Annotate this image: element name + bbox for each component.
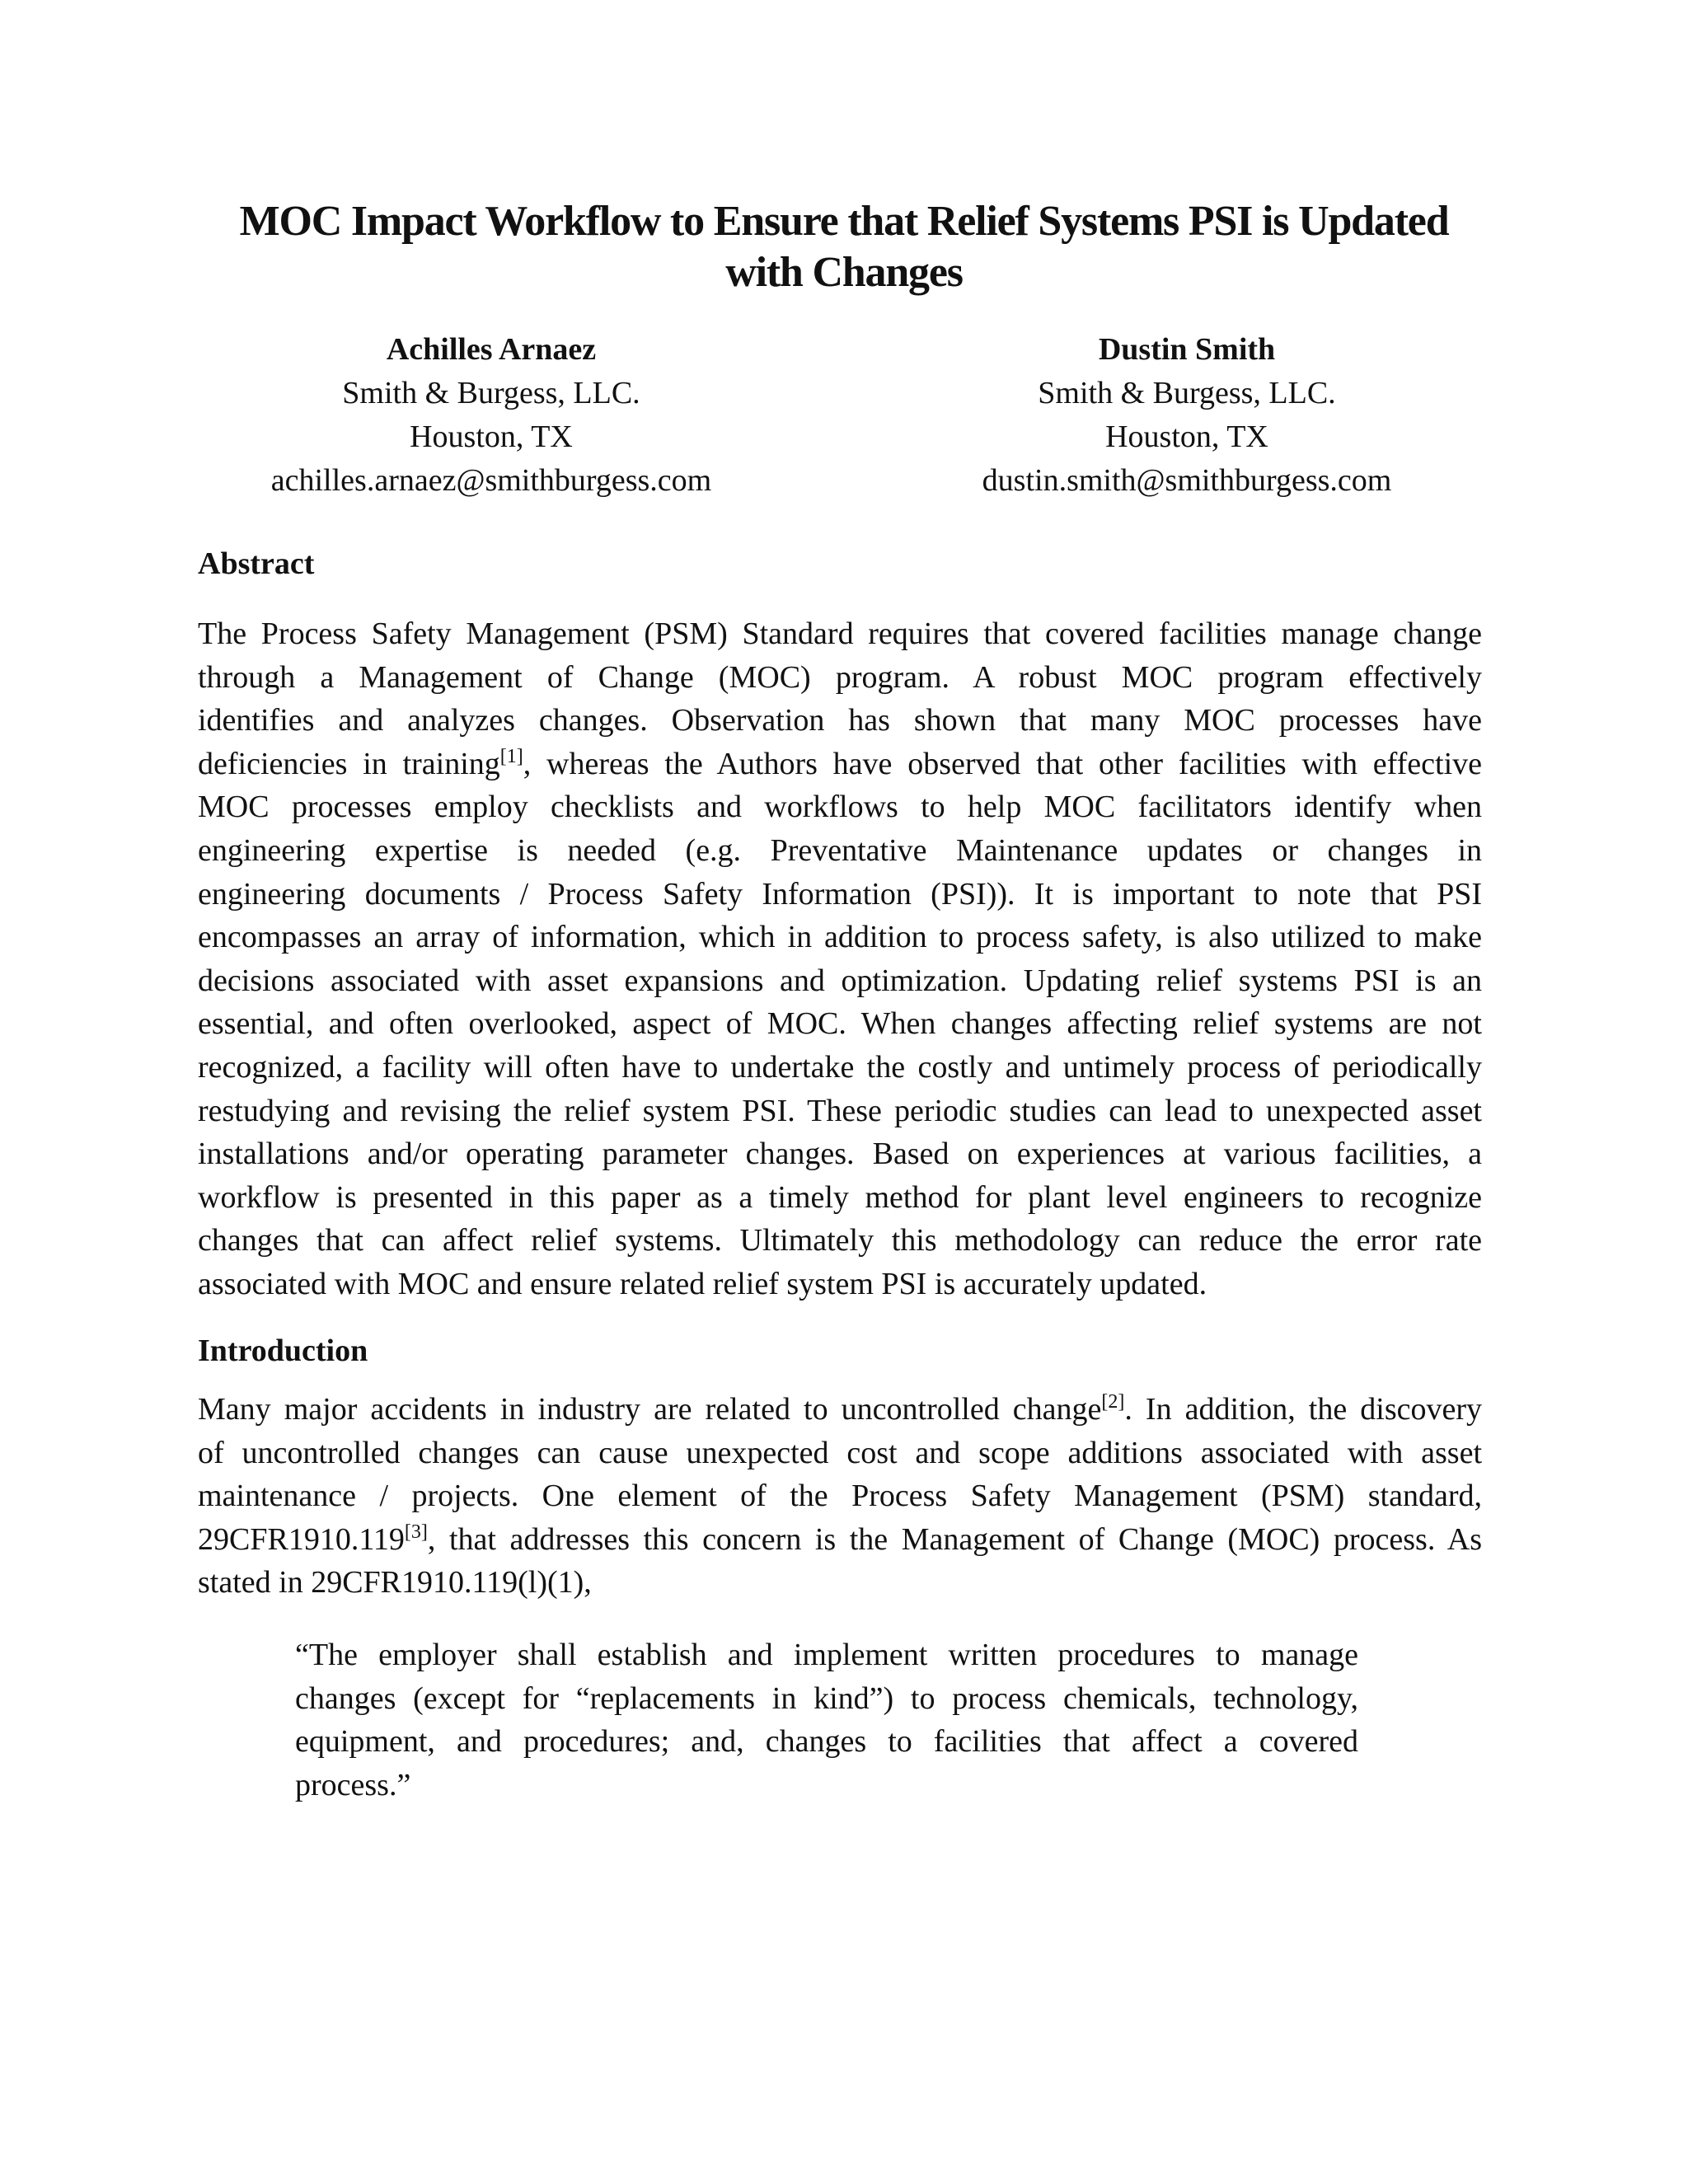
text-line: MOC processes employ checklists and workflows to help MOC facilitators identify when [198, 790, 1482, 825]
text-line: essential, and often overlooked, aspect of MOC. When changes affecting relief systems are not [198, 1006, 1482, 1042]
abstract-paragraph [198, 612, 1482, 1306]
text-line: workflow is presented in this paper as a timely method for plant level engineers to recognize [198, 1179, 1482, 1215]
text-line: process.” [295, 1767, 411, 1802]
introduction-paragraph [198, 1388, 1482, 1605]
citation-reference: [3] [404, 1521, 428, 1543]
title-line: with Changes [725, 249, 963, 296]
author-affiliation: Smith & Burgess, LLC. [342, 376, 640, 410]
text-segment: , whereas the Authors have observed that other facilities with effective [523, 746, 1482, 781]
text-line: The Process Safety Management (PSM) Standard requires that covered facilities manage change [198, 616, 1482, 651]
text-segment: deficiencies in training [198, 746, 500, 781]
text-line: of uncontrolled changes can cause unexpected cost and scope additions associated with asset [198, 1435, 1482, 1470]
text-line: maintenance / projects. One element of the Process Safety Management (PSM) standard, [198, 1479, 1482, 1514]
text-line [198, 743, 1482, 786]
text-line: installations and/or operating parameter changes. Based on experiences at various facilities, a [198, 1137, 1482, 1172]
author-location: Houston, TX [410, 419, 573, 454]
block-quote [295, 1633, 1358, 1807]
text-line: equipment, and procedures; and, changes to facilities that affect a covered [295, 1724, 1358, 1760]
author-email: achilles.arnaez@smithburgess.com [270, 463, 712, 498]
text-segment: , that addresses this concern is the Management of Change (MOC) process. As [427, 1521, 1482, 1557]
paper-title [198, 196, 1490, 298]
text-line: recognized, a facility will often have to undertake the costly and untimely process of periodically [198, 1049, 1482, 1085]
text-line: changes that can affect relief systems. Ultimately this methodology can reduce the error rate [198, 1223, 1482, 1258]
text-line: through a Management of Change (MOC) program. A robust MOC program effectively [198, 659, 1482, 695]
introduction-heading: Introduction [198, 1333, 368, 1368]
abstract-heading: Abstract [198, 546, 315, 581]
text-line: identifies and analyzes changes. Observation has shown that many MOC processes have [198, 703, 1482, 738]
text-line: engineering documents / Process Safety Information (PSI)). It is important to note that PSI [198, 876, 1482, 912]
author-name: Dustin Smith [1098, 332, 1276, 367]
text-line: restudying and revising the relief system PSI. These periodic studies can lead to unexpected asset [198, 1093, 1482, 1128]
text-line: decisions associated with asset expansions and optimization. Updating relief systems PSI is an [198, 963, 1482, 998]
text-line: engineering expertise is needed (e.g. Preventative Maintenance updates or changes in [198, 832, 1482, 868]
author-email: dustin.smith@smithburgess.com [982, 463, 1392, 498]
title-line: MOC Impact Workflow to Ensure that Relief Systems PSI is Updated [239, 198, 1449, 245]
text-line: associated with MOC and ensure related relief system PSI is accurately updated. [198, 1266, 1207, 1301]
text-line: stated in 29CFR1910.119(l)(1), [198, 1565, 592, 1601]
citation-reference: [1] [499, 745, 523, 767]
text-segment: 29CFR1910.119 [198, 1521, 405, 1557]
author-block-1 [162, 328, 821, 503]
text-line [198, 1518, 1482, 1562]
author-name: Achilles Arnaez [386, 332, 597, 367]
author-location: Houston, TX [1105, 419, 1268, 454]
text-line: “The employer shall establish and implement written procedures to manage [295, 1638, 1358, 1672]
text-segment: Many major accidents in industry are related to uncontrolled change [198, 1392, 1102, 1427]
text-segment: . In addition, the discovery [1124, 1392, 1482, 1427]
author-affiliation: Smith & Burgess, LLC. [1038, 376, 1336, 410]
text-line: encompasses an array of information, which in addition to process safety, is also utilized to make [198, 920, 1482, 955]
citation-reference: [2] [1101, 1391, 1125, 1413]
text-line [198, 1388, 1482, 1432]
text-line: changes (except for “replacements in kind”) to process chemicals, technology, [295, 1680, 1358, 1716]
author-block-2 [857, 328, 1517, 503]
